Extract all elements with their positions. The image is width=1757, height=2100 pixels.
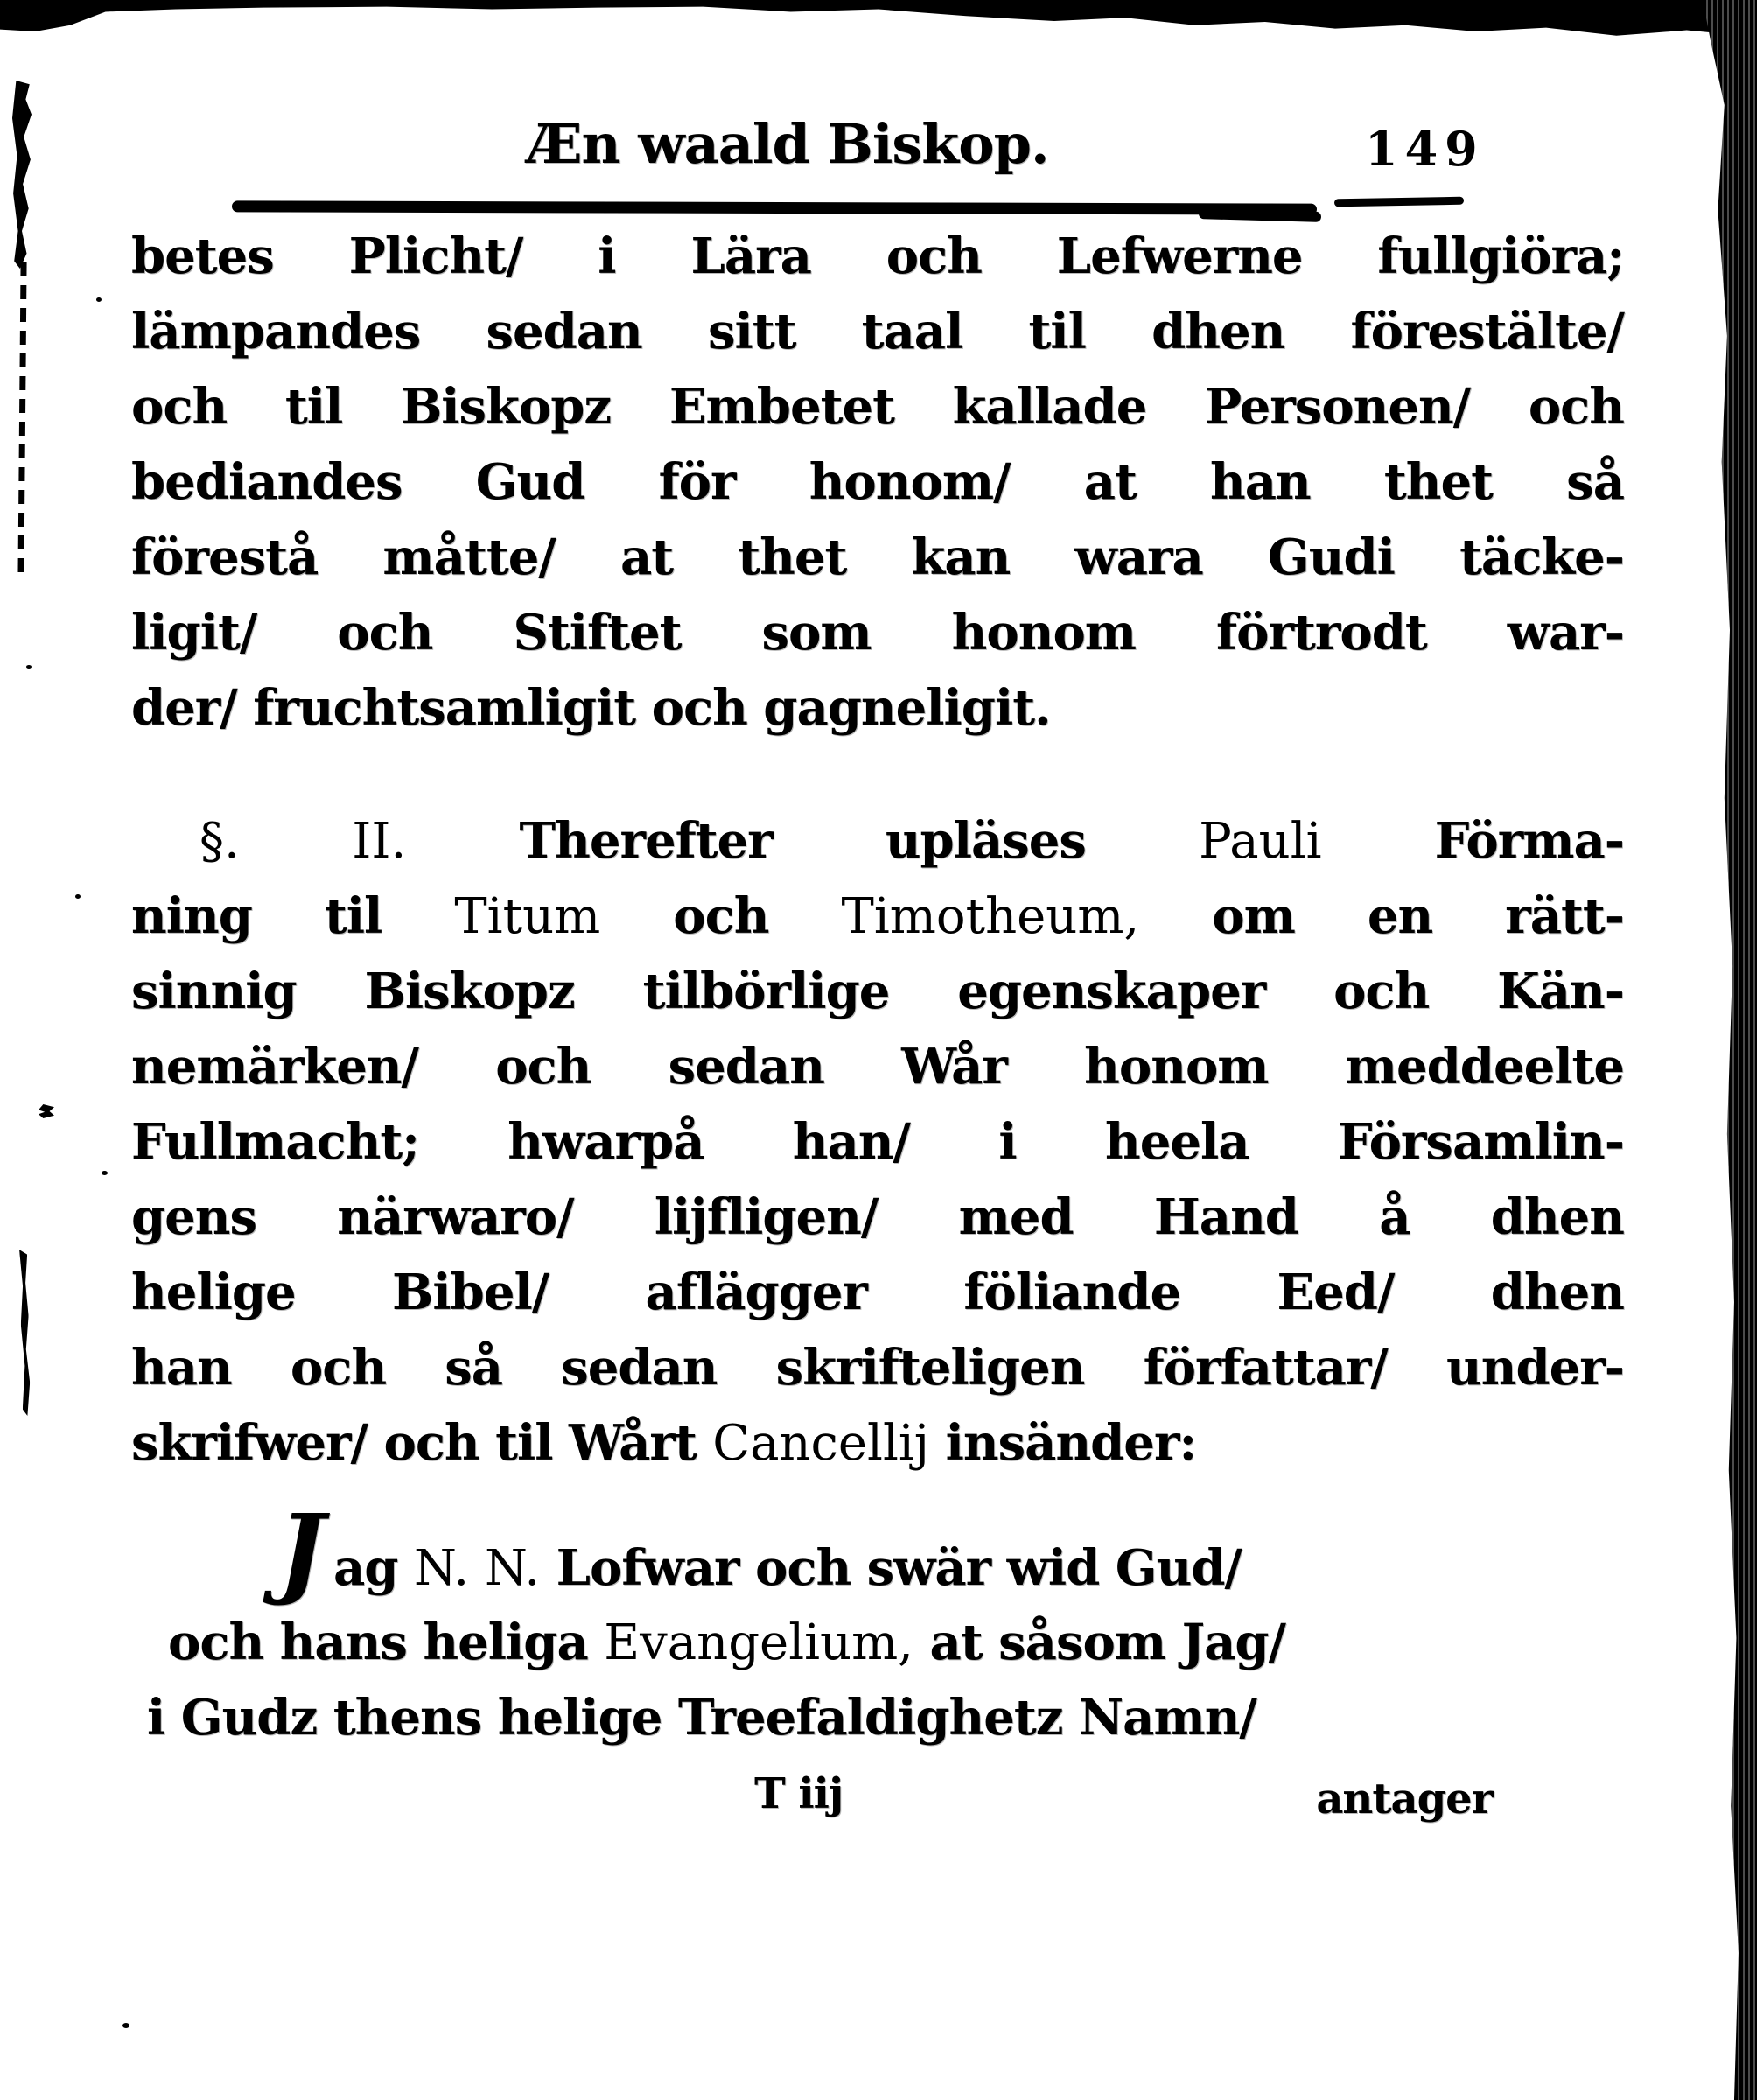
header-rule-short — [1334, 197, 1464, 207]
scan-artifact-speck — [122, 2023, 130, 2028]
text-segment-fraktur: i Gudz thens helige Treefaldighetz Namn/ — [147, 1689, 1256, 1746]
scan-artifact-speck — [96, 298, 102, 302]
scan-artifact-left-streak-mid — [19, 1250, 31, 1416]
text-segment-fraktur: förestå måtte/ at thet kan wara Gudi täcke- — [131, 528, 1624, 586]
paragraph — [131, 803, 1624, 1480]
text-segment-antiqua: Titum — [454, 888, 601, 945]
text-line — [131, 294, 1624, 369]
text-line — [131, 219, 1624, 294]
text-line — [131, 369, 1624, 444]
page-number: 149 — [1365, 121, 1485, 177]
text-segment-fraktur: Lofwar och swär wid Gud/ — [540, 1539, 1242, 1597]
text-segment-antiqua: §. II. — [200, 813, 407, 870]
scan-artifact-speck — [38, 1104, 54, 1118]
text-segment-fraktur: at såsom Jag/ — [913, 1614, 1285, 1671]
running-title: Æn waald Biskop. — [526, 112, 1049, 176]
paragraph — [131, 1494, 1624, 1755]
text-segment-fraktur: ligit/ och Stiftet som honom förtrodt war- — [131, 604, 1624, 662]
text-segment-fraktur: Therefter upläses — [406, 812, 1200, 870]
text-line — [131, 878, 1624, 954]
text-line — [131, 595, 1624, 670]
text-segment-fraktur: insänder: — [929, 1414, 1197, 1472]
text-segment-initial: J — [278, 1494, 325, 1608]
text-line — [131, 1405, 1624, 1480]
text-segment-antiqua: Evangelium, — [604, 1614, 914, 1671]
text-segment-fraktur: och — [600, 887, 842, 945]
footer-line — [131, 1769, 1624, 1848]
text-segment-fraktur: nemärken/ och sedan Wår honom meddeelte — [131, 1038, 1624, 1096]
text-segment-fraktur: ning til — [131, 887, 455, 945]
text-segment-fraktur: och til Biskopz Embetet kallade Personen/ och — [131, 378, 1624, 436]
text-segment-antiqua: Cancellij — [712, 1415, 930, 1472]
text-line — [131, 1605, 1624, 1680]
text-segment-fraktur: skrifwer/ och til Wårt — [131, 1414, 713, 1472]
text-line — [131, 1104, 1624, 1180]
text-line — [131, 1680, 1624, 1755]
header-rule — [232, 200, 1317, 214]
text-segment-fraktur: betes Plicht/ i Lära och Lefwerne fullgiöra; — [131, 228, 1624, 285]
text-segment-fraktur: och hans heliga — [168, 1614, 605, 1671]
text-segment-antiqua: N. N. — [413, 1540, 541, 1597]
text-segment-antiqua: Pauli — [1199, 813, 1322, 870]
text-segment-fraktur: om en rätt- — [1139, 887, 1625, 945]
text-segment-fraktur: der/ fruchtsamligit och gagneligit. — [131, 679, 1051, 737]
scan-artifact-speck — [102, 1171, 108, 1175]
text-segment-fraktur: helige Bibel/ aflägger föliande Eed/ dhen — [131, 1264, 1624, 1321]
scan-artifact-right-edge — [1703, 0, 1757, 2100]
text-line — [131, 803, 1624, 878]
text-block — [131, 219, 1624, 1755]
text-line — [131, 444, 1624, 520]
signature-mark: T iij — [754, 1769, 844, 1818]
text-segment-fraktur: han och så sedan skrifteligen författar/ under- — [131, 1339, 1624, 1396]
text-line — [131, 1029, 1624, 1104]
catchword: antager — [1316, 1774, 1493, 1824]
text-segment-antiqua: Timotheum, — [841, 888, 1140, 945]
scan-artifact-speck — [26, 665, 32, 668]
text-line — [131, 1330, 1624, 1405]
text-segment-fraktur: gens närwaro/ lijfligen/ med Hand å dhen — [131, 1188, 1624, 1246]
scan-artifact-striation — [1703, 0, 1757, 2100]
text-line — [131, 954, 1624, 1029]
text-segment-fraktur: lämpandes sedan sitt taal til dhen förestälte/ — [131, 303, 1624, 360]
text-segment-fraktur: Fullmacht; hwarpå han/ i heela Församlin- — [131, 1113, 1624, 1171]
scan-artifact-left-streak-top — [12, 80, 32, 269]
text-line — [131, 670, 1624, 746]
scan-artifact-speck — [75, 894, 80, 899]
text-line — [131, 1255, 1624, 1330]
text-segment-fraktur: bediandes Gud för honom/ at han thet så — [131, 453, 1624, 511]
text-segment-fraktur: sinnig Biskopz tilbörlige egenskaper och Kän- — [131, 962, 1624, 1020]
text-segment-fraktur: ag — [333, 1539, 414, 1597]
text-segment-fraktur: Förma- — [1321, 812, 1624, 870]
scan-artifact-left-streak-tail — [18, 262, 26, 578]
paragraph — [131, 219, 1624, 746]
text-line — [131, 520, 1624, 595]
text-line — [131, 1180, 1624, 1255]
text-line — [131, 1494, 1624, 1608]
scan-artifact-top-edge — [0, 0, 1757, 42]
